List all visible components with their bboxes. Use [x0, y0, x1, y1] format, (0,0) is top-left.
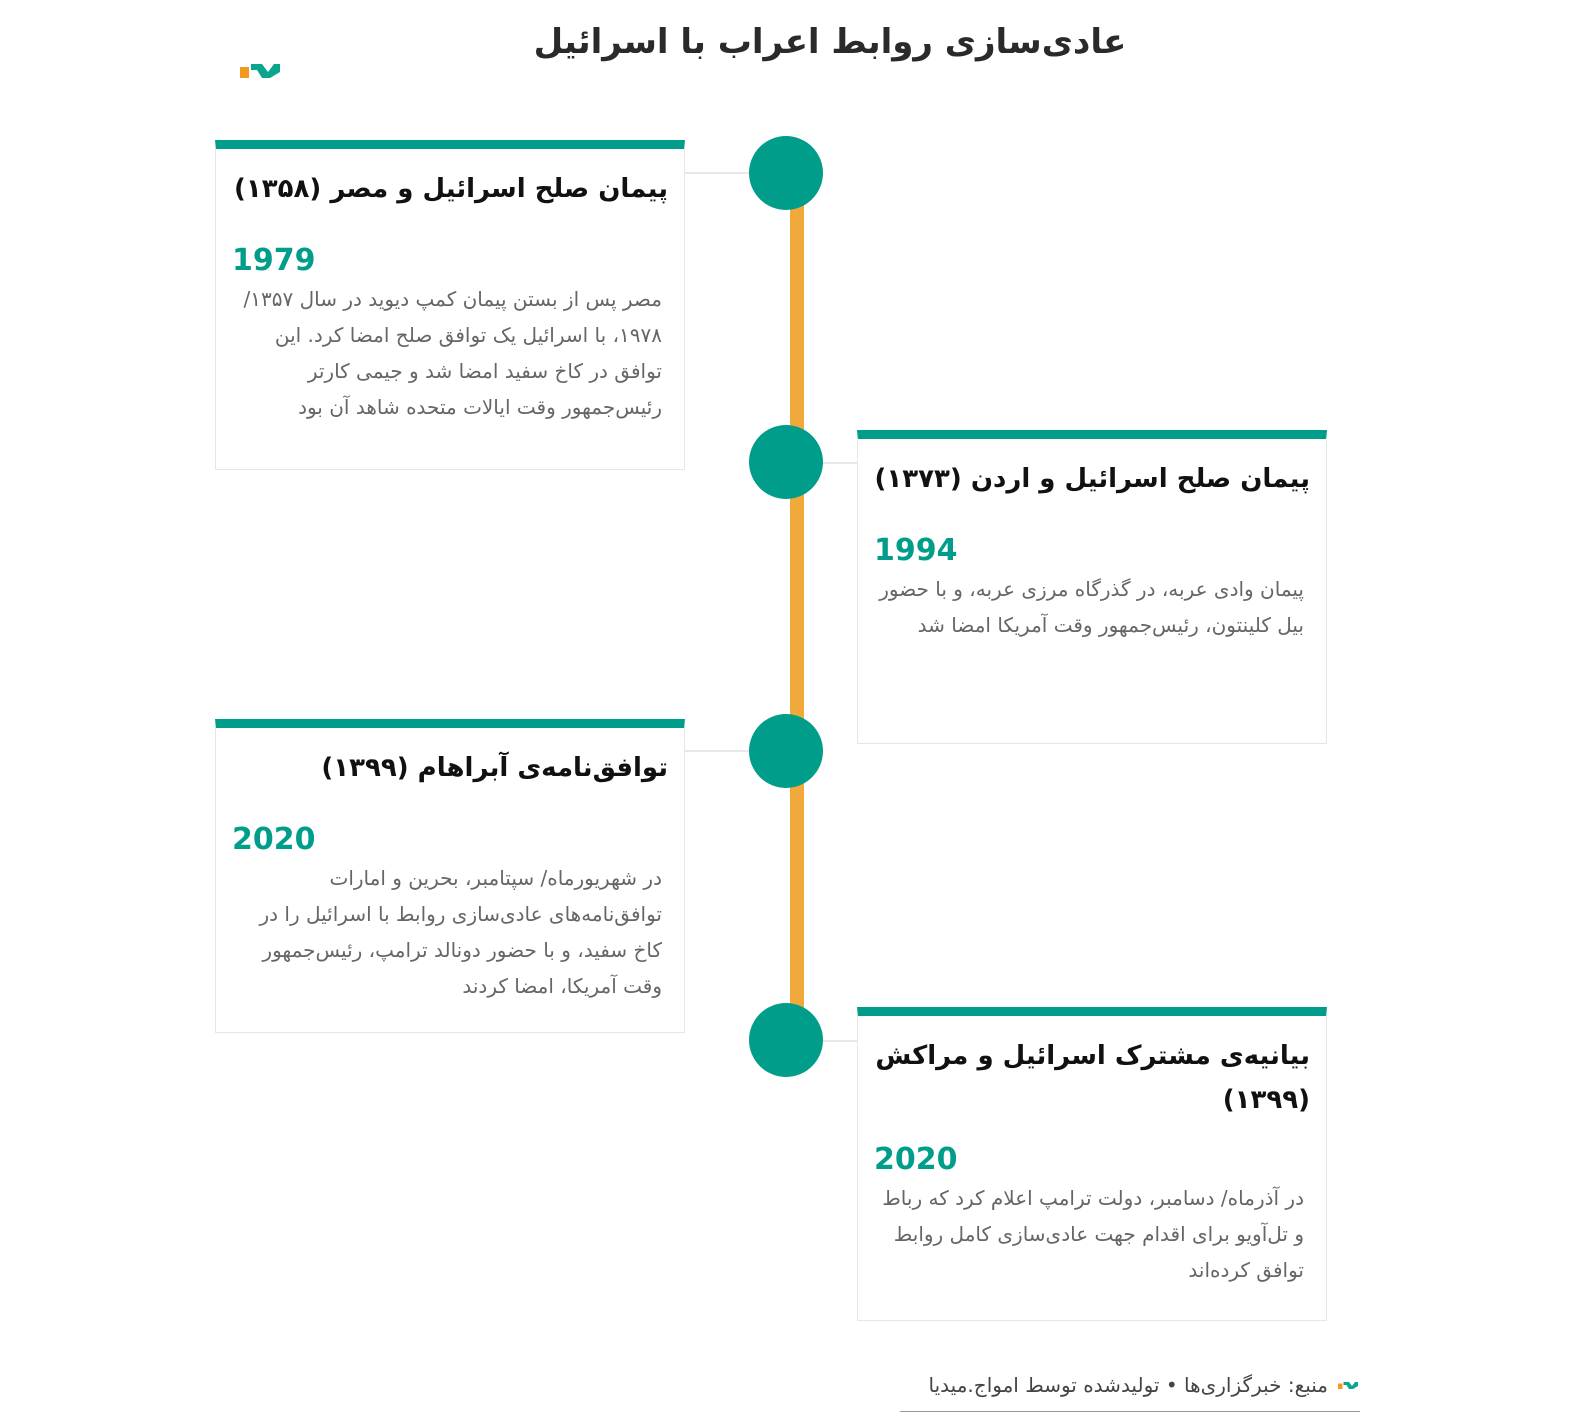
event-title: پیمان صلح اسرائیل و مصر (۱۳۵۸)	[234, 174, 668, 204]
event-title: توافق‌نامه‌ی آبراهام (۱۳۹۹)	[321, 753, 668, 783]
event-card	[215, 140, 685, 470]
event-year: 2020	[874, 1142, 958, 1177]
connector-line	[676, 750, 750, 752]
event-title: پیمان صلح اسرائیل و اردن (۱۳۷۳)	[874, 464, 1310, 494]
connector-line	[676, 172, 750, 174]
event-title: بیانیه‌ی مشترک اسرائیل و مراکش (۱۳۹۹)	[875, 1041, 1310, 1115]
event-description: در شهریورماه/ سپتامبر، بحرین و امارات توافق‌نامه‌های عادی‌سازی روابط با اسرائیل را در کاخ سفید، و با حضور دونالد ترامپ، رئیس‌جمهور وقت آمریکا، امضا کردند	[259, 866, 662, 998]
event-year: 1994	[874, 533, 958, 568]
timeline-node	[749, 1003, 823, 1077]
timeline-spine	[790, 176, 804, 1046]
footer-source	[900, 1372, 1360, 1412]
timeline-node	[749, 136, 823, 210]
brand-logo-small-icon	[1338, 1379, 1360, 1391]
brand-logo-icon	[240, 58, 284, 82]
timeline-node	[749, 425, 823, 499]
event-description: پیمان وادی عربه، در گذرگاه مرزی عربه، و با حضور بیل کلینتون، رئیس‌جمهور وقت آمریکا امضا شد	[879, 577, 1304, 637]
event-card	[857, 1007, 1327, 1321]
event-card	[215, 719, 685, 1033]
connector-line	[820, 1040, 858, 1042]
page-title: عادی‌سازی روابط اعراب با اسرائیل	[533, 22, 1127, 62]
event-card	[857, 430, 1327, 744]
event-description: در آذرماه/ دسامبر، دولت ترامپ اعلام کرد که رباط و تل‌آویو برای اقدام جهت عادی‌سازی کامل روابط توافق کرده‌اند	[882, 1186, 1304, 1282]
event-year: 1979	[232, 243, 316, 278]
event-description: مصر پس از بستن پیمان کمپ دیوید در سال ۱۳۵۷/ ۱۹۷۸، با اسرائیل یک توافق صلح امضا کرد. این توافق در کاخ سفید امضا شد و جیمی کارتر رئیس‌جمهور وقت ایالات متحده شاهد آن بود	[243, 287, 662, 419]
connector-line	[820, 462, 858, 464]
footer-text: منبع: خبرگزاری‌ها • تولیدشده توسط امواج.میدیا	[928, 1373, 1328, 1397]
event-year: 2020	[232, 822, 316, 857]
timeline-node	[749, 714, 823, 788]
